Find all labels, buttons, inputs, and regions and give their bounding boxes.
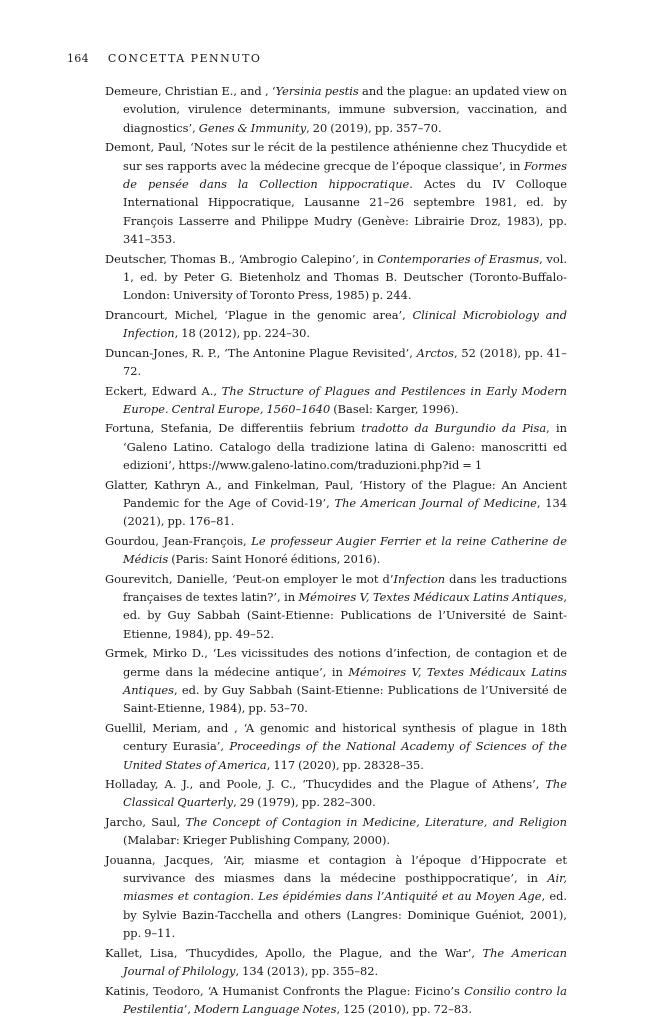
bibliography-entry bbox=[105, 944, 567, 981]
entry-italic-text: Modern Language Notes bbox=[193, 1001, 337, 1016]
entry-text: Fortuna, Stefania, De differentiis febrium bbox=[105, 421, 362, 436]
entry-text: , 18 (2012), pp. 224–30. bbox=[174, 326, 311, 341]
entry-text: Gourevitch, Danielle, ‘Peut-on employer le mot d’ bbox=[105, 571, 394, 586]
entry-text: , in ‘Galeno Latino. Catalogo della tradizione latina di Galeno: manoscritti ed edizioni’, https://www.galeno-latino.com/traduzioni.php?id = 1 bbox=[123, 421, 568, 473]
entry-text: Jarcho, Saul, bbox=[105, 814, 186, 829]
bibliography-list bbox=[105, 82, 567, 1019]
entry-text: Duncan-Jones, R. P., ‘The Antonine Plague Revisited’, bbox=[105, 345, 417, 360]
entry-italic-text: The Concept of Contagion in Medicine, Literature, and Religion bbox=[185, 814, 567, 829]
bibliography-entry bbox=[105, 138, 567, 248]
bibliography-entry bbox=[105, 532, 567, 569]
entry-italic-text: The American Journal of Philology bbox=[123, 945, 568, 979]
bibliography-entry bbox=[105, 476, 567, 531]
bibliography-entry bbox=[105, 775, 567, 812]
entry-text: , vol. 1, ed. by Peter G. Bietenholz and Thomas B. Deutscher (Toronto-Buffalo-London: University of Toronto Press, 1985) p. 244. bbox=[123, 251, 567, 303]
entry-text: Kallet, Lisa, ‘Thucydides, Apollo, the Plague, and the War’, bbox=[105, 945, 483, 960]
bibliography-entry bbox=[105, 344, 567, 381]
entry-text: and the plague: an updated view on evolution, virulence determinants, immune subversion, vaccination, and diagnostics’, bbox=[123, 84, 567, 135]
bibliography-entry bbox=[105, 382, 567, 419]
entry-text: Katinis, Teodoro, ‘A Humanist Confronts the Plague: Ficino’s bbox=[105, 983, 465, 998]
entry-text: , ed. by Guy Sabbah (Saint-Etienne: Publications de l’Université de Saint-Etienne, 1984), pp. 53–70. bbox=[123, 683, 567, 716]
bibliography-entry bbox=[105, 813, 567, 850]
entry-italic-text: Clinical Microbiology and Infection bbox=[123, 307, 568, 341]
entry-italic-text: Formes de pensée dans la Collection hippocratique bbox=[123, 158, 567, 192]
bibliography-entry bbox=[105, 82, 567, 137]
running-header bbox=[67, 52, 570, 65]
entry-text: Guellil, Meriam, and , ‘A genomic and historical synthesis of plague in 18th century Eurasia’, bbox=[105, 720, 567, 754]
entry-text: Jouanna, Jacques, ‘Air, miasme et contagion à l’époque d’Hippocrate et survivance des miasmes dans la médecine posthippocratique’, in bbox=[105, 852, 567, 886]
entry-italic-text: Le professeur Augier Ferrier et la reine Catherine de Médicis bbox=[123, 533, 567, 567]
entry-text: Gourdou, Jean-François, bbox=[105, 533, 252, 548]
entry-italic-text: Infection bbox=[393, 571, 446, 586]
bibliography-entry bbox=[105, 306, 567, 343]
bibliography-entry bbox=[105, 719, 567, 774]
entry-italic-text: Yersinia pestis bbox=[275, 84, 359, 98]
bibliography-entry bbox=[105, 250, 567, 305]
entry-italic-text: tradotto da Burgundio da Pisa bbox=[361, 421, 547, 436]
entry-text: Eckert, Edward A., bbox=[105, 383, 222, 398]
entry-text: , 29 (1979), pp. 282–300. bbox=[233, 795, 376, 810]
entry-text: Demeure, Christian E., and , ‘ bbox=[105, 84, 276, 98]
entry-italic-text: Arctos bbox=[416, 345, 455, 360]
entry-text: Grmek, Mirko D., ‘Les vicissitudes des notions d’infection, de contagion et de germe dans la médecine antique’, in bbox=[105, 646, 567, 679]
bibliography-entry bbox=[105, 570, 567, 644]
entry-italic-text: The American Journal of Medicine bbox=[334, 495, 537, 510]
entry-italic-text: Air, miasmes et contagion. Les épidémies dans l’Antiquité et au Moyen Age bbox=[123, 871, 567, 904]
entry-text: dans les traductions françaises de textes latin?’, in bbox=[123, 571, 567, 604]
entry-text: Holladay, A. J., and Poole, J. C., ‘Thucydides and the Plague of Athens’, bbox=[105, 777, 546, 792]
entry-italic-text: Contemporaries of Erasmus bbox=[377, 251, 540, 266]
entry-text: (Basel: Karger, 1996). bbox=[330, 401, 459, 416]
entry-text: ’, bbox=[183, 1001, 194, 1016]
entry-text: , ed. by Guy Sabbah (Saint-Etienne: Publications de l’Université de Saint-Etienne, 1984), pp. 49–52. bbox=[123, 589, 567, 641]
page-number: 164 bbox=[67, 52, 89, 65]
entry-text: Demont, Paul, ‘Notes sur le récit de la pestilence athénienne chez Thucydide et sur ses rapports avec la médecine grecque de l’époque classique’, in bbox=[105, 140, 567, 173]
entry-text: , 117 (2020), pp. 28328–35. bbox=[266, 757, 424, 772]
entry-italic-text: Proceedings of the National Academy of Sciences of the United States of America bbox=[123, 739, 567, 772]
entry-text: Deutscher, Thomas B., ‘Ambrogio Calepino’, in bbox=[105, 251, 378, 266]
bibliography-entry bbox=[105, 982, 567, 1019]
bibliography-entry bbox=[105, 644, 567, 718]
entry-text: Glatter, Kathryn A., and Finkelman, Paul, ‘History of the Plague: An Ancient Pandemic for the Age of Covid-19’, bbox=[105, 477, 567, 510]
entry-text: . Actes du IV Colloque International Hippocratique, Lausanne 21–26 septembre 1981, ed. by François Lasserre and Philippe Mudry (Genève: Librairie Droz, 1983), pp. 341–353. bbox=[123, 177, 567, 247]
entry-italic-text: Genes & Immunity bbox=[198, 120, 307, 135]
entry-text: Drancourt, Michel, ‘Plague in the genomic area’, bbox=[105, 307, 413, 322]
bibliography-entry bbox=[105, 851, 567, 943]
entry-text: (Malabar: Krieger Publishing Company, 2000). bbox=[123, 833, 391, 848]
entry-text: , 52 (2018), pp. 41–72. bbox=[123, 345, 567, 379]
entry-text: , 134 (2021), pp. 176–81. bbox=[123, 495, 568, 529]
entry-text: , 125 (2010), pp. 72–83. bbox=[336, 1001, 472, 1016]
entry-italic-text: Consilio contro la Pestilentia bbox=[123, 983, 567, 1016]
entry-text: , ed. by Sylvie Bazin-Tacchella and others (Langres: Dominique Guéniot, 2001), pp. 9–11. bbox=[123, 889, 567, 941]
entry-italic-text: The Structure of Plagues and Pestilences in Early Modern Europe. Central Europe, 1560–1640 bbox=[123, 383, 567, 416]
entry-italic-text: Mémoires V, Textes Médicaux Latins Antiques bbox=[298, 589, 564, 604]
entry-italic-text: Mémoires V, Textes Médicaux Latins Antiques bbox=[123, 664, 568, 697]
entry-italic-text: The Classical Quarterly bbox=[123, 777, 567, 810]
bibliography-entry bbox=[105, 419, 567, 474]
entry-text: (Paris: Saint Honoré éditions, 2016). bbox=[168, 552, 381, 567]
running-author: CONCETTA PENNUTO bbox=[107, 52, 262, 65]
entry-text: , 134 (2013), pp. 355–82. bbox=[235, 964, 379, 979]
entry-text: , 20 (2019), pp. 357–70. bbox=[306, 120, 442, 135]
